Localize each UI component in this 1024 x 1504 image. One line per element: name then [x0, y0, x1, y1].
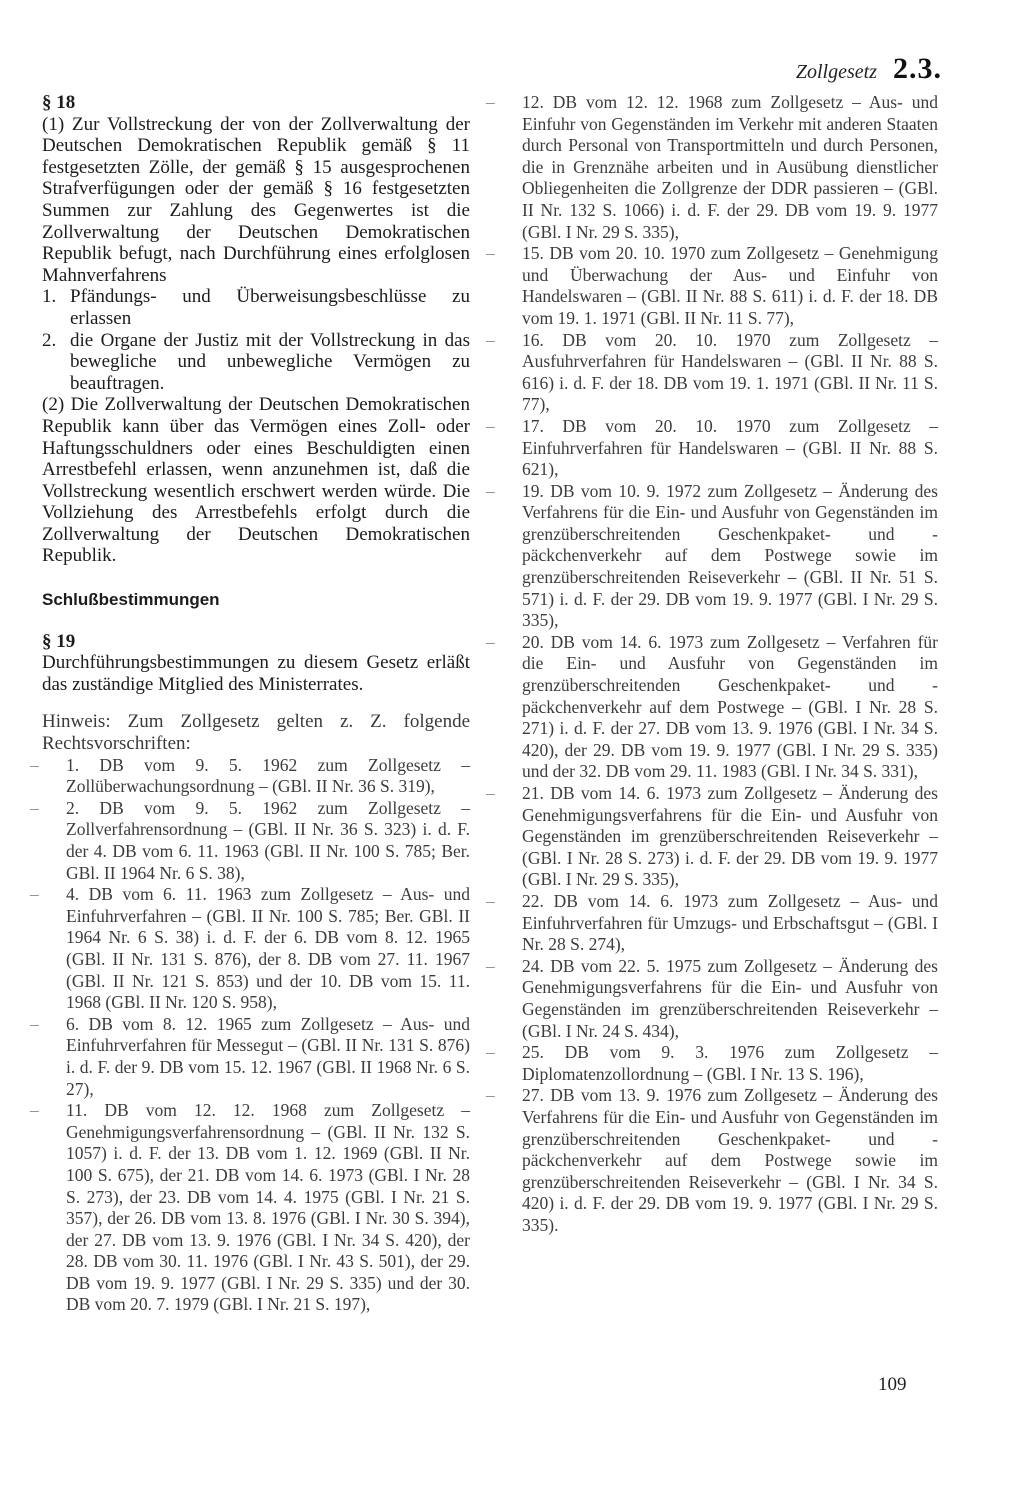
regulation-entry: – 16. DB vom 20. 10. 1970 zum Zollgesetz – Ausfuhrverfahren für Handelswaren – (GBl. II Nr. 88 S. 616) i. d. F. der 18. DB vom 19. 1. 1971 (GBl. II Nr. 11 S. 77),: [522, 330, 938, 416]
hinweis-note: Hinweis: Zum Zollgesetz gelten z. Z. folgende Rechtsvorschriften:: [42, 711, 470, 755]
regulation-entry: – 24. DB vom 22. 5. 1975 zum Zollgesetz – Änderung des Genehmigungsverfahrens für die Ein- und Ausfuhr von Gegenständen im grenzüberschreitenden Reiseverkehr – (GBl. I Nr. 24 S. 434),: [522, 956, 938, 1042]
list-item-text: Pfändungs- und Überweisungsbeschlüsse zu erlassen: [70, 286, 470, 329]
list-item: [42, 286, 470, 329]
regulation-list-right: [522, 92, 938, 1236]
paragraph-19-text: Durchführungsbestimmungen zu diesem Gesetz erläßt das zuständige Mitglied des Ministerrates.: [42, 652, 470, 695]
regulation-entry: – 17. DB vom 20. 10. 1970 zum Zollgesetz – Einfuhrverfahren für Handelswaren – (GBl. II Nr. 88 S. 621),: [522, 416, 938, 481]
regulation-entry: – 11. DB vom 12. 12. 1968 zum Zollgesetz – Genehmigungsverfahrensordnung – (GBl. II Nr. 132 S. 1057) i. d. F. der 13. DB vom 1. 12. 1969 (GBl. II Nr. 100 S. 675), der 21. DB vom 14. 6. 1973 (GBl. I Nr. 28 S. 273), der 23. DB vom 14. 4. 1975 (GBl. I Nr. 21 S. 357), der 26. DB vom 13. 8. 1976 (GBl. I Nr. 30 S. 394), der 27. DB vom 13. 9. 1976 (GBl. I Nr. 34 S. 420), der 28. DB vom 30. 11. 1976 (GBl. I Nr. 43 S. 501), der 29. DB vom 19. 9. 1977 (GBl. I Nr. 29 S. 335) und der 30. DB vom 20. 7. 1979 (GBl. I Nr. 21 S. 197),: [66, 1100, 470, 1316]
regulation-list-left: [66, 755, 470, 1316]
regulation-entry: – 4. DB vom 6. 11. 1963 zum Zollgesetz – Aus- und Einfuhrverfahren – (GBl. II Nr. 100 S. 785; Ber. GBl. II 1964 Nr. 6 S. 38) i. d. F. der 6. DB vom 8. 12. 1965 (GBl. II Nr. 131 S. 876), der 8. DB vom 27. 11. 1967 (GBl. II Nr. 121 S. 853) und der 10. DB vom 15. 11. 1968 (GBl. II Nr. 120 S. 958),: [66, 884, 470, 1014]
regulation-entry: – 2. DB vom 9. 5. 1962 zum Zollgesetz – Zollverfahrensordnung – (GBl. II Nr. 36 S. 323) i. d. F. der 4. DB vom 6. 11. 1963 (GBl. II Nr. 100 S. 785; Ber. GBl. II 1964 Nr. 6 S. 38),: [66, 798, 470, 884]
right-column: [500, 92, 938, 1236]
regulation-entry: – 6. DB vom 8. 12. 1965 zum Zollgesetz – Aus- und Einfuhrverfahren für Messegut – (GBl. II Nr. 131 S. 876) i. d. F. der 9. DB vom 15. 12. 1967 (GBl. II 1968 Nr. 6 S. 27),: [66, 1014, 470, 1100]
section-title: Schlußbestimmungen: [42, 590, 220, 610]
regulation-entry: – 22. DB vom 14. 6. 1973 zum Zollgesetz – Aus- und Einfuhrverfahren für Umzugs- und Erbschaftsgut – (GBl. I Nr. 28 S. 274),: [522, 891, 938, 956]
list-item-number: 1.: [42, 286, 57, 308]
regulation-entry: – 12. DB vom 12. 12. 1968 zum Zollgesetz – Aus- und Einfuhr von Gegenständen im Verkehr mit anderen Staaten durch Personal von Transportmitteln und durch Personen, die in Grenznähe arbeiten und in Ausübung dienstlicher Obliegenheiten die Zollgrenze der DDR passieren – (GBl. II Nr. 132 S. 1066) i. d. F. der 29. DB vom 19. 9. 1977 (GBl. I Nr. 29 S. 335),: [522, 92, 938, 243]
paragraph-18-list: [42, 286, 470, 394]
regulation-entry: – 1. DB vom 9. 5. 1962 zum Zollgesetz – Zollüberwachungsordnung – (GBl. II Nr. 36 S. 319),: [66, 755, 470, 798]
header-law-title: Zollgesetz: [795, 61, 877, 83]
header-section-number: 2.3.: [893, 52, 942, 85]
regulation-entry: – 15. DB vom 20. 10. 1970 zum Zollgesetz – Genehmigung und Überwachung der Aus- und Einfuhr von Handelswaren – (GBl. II Nr. 88 S. 611) i. d. F. der 18. DB vom 19. 1. 1971 (GBl. II Nr. 11 S. 77),: [522, 243, 938, 329]
running-header: [796, 52, 942, 86]
left-column: [42, 92, 470, 1316]
paragraph-19-heading: § 19: [42, 630, 76, 652]
paragraph-18-subsection-1: (1) Zur Vollstreckung der von der Zollverwaltung der Deutschen Demokratischen Republik gemäß § 11 festgesetzten Zölle, der gemäß § 15 ausgesprochenen Strafverfügungen oder der gemäß § 16 festgesetzten Summen zur Zahlung des Gegenwertes ist die Zollverwaltung der Deutschen Demokratischen Republik befugt, nach Durchführung eines erfolglosen Mahnverfahrens: [42, 113, 470, 286]
paragraph-18-heading: § 18: [42, 92, 76, 113]
regulation-entry: – 27. DB vom 13. 9. 1976 zum Zollgesetz – Änderung des Verfahrens für die Ein- und Ausfuhr von Gegenständen im grenzüberschreitenden Geschenkpaket- und -päckchenverkehr auf dem Postwege sowie im grenzüberschreitenden Reiseverkehr – (GBl. I Nr. 34 S. 420) i. d. F. der 29. DB vom 19. 9. 1977 (GBl. I Nr. 29 S. 335).: [522, 1085, 938, 1236]
list-item: [42, 330, 470, 395]
regulation-entry: – 20. DB vom 14. 6. 1973 zum Zollgesetz – Verfahren für die Ein- und Ausfuhr von Gegenständen im grenzüberschreitenden Geschenkpaket- und -päckchenverkehr auf dem Postwege – (GBl. I Nr. 28 S. 271) i. d. F. der 27. DB vom 13. 9. 1976 (GBl. I Nr. 34 S. 420), der 29. DB vom 19. 9. 1977 (GBl. I Nr. 29 S. 335) und der 32. DB vom 29. 11. 1983 (GBl. I Nr. 34 S. 331),: [522, 632, 938, 783]
paragraph-18-subsection-2: (2) Die Zollverwaltung der Deutschen Demokratischen Republik kann über das Vermögen eines Zoll- oder Haftungsschuldners oder eines Beschuldigten einen Arrestbefehl erlassen, wenn anzunehmen ist, daß die Vollstreckung wesentlich erschwert werden würde. Die Vollziehung des Arrestbefehls erfolgt durch die Zollverwaltung der Deutschen Demokratischen Republik.: [42, 394, 470, 567]
page-number: 109: [878, 1374, 907, 1395]
list-item-number: 2.: [42, 329, 57, 351]
regulation-entry: – 19. DB vom 10. 9. 1972 zum Zollgesetz – Änderung des Verfahrens für die Ein- und Ausfuhr von Gegenständen im grenzüberschreitenden Geschenkpaket- und -päckchenverkehr auf dem Postwege sowie im grenzüberschreitenden Reiseverkehr – (GBl. II Nr. 51 S. 571) i. d. F. der 29. DB vom 19. 9. 1977 (GBl. I Nr. 29 S. 335),: [522, 481, 938, 632]
regulation-entry: – 25. DB vom 9. 3. 1976 zum Zollgesetz – Diplomatenzollordnung – (GBl. I Nr. 13 S. 196),: [522, 1042, 938, 1085]
list-item-text: die Organe der Justiz mit der Vollstreckung in das bewegliche und unbewegliche Vermögen zu beauftragen.: [70, 329, 470, 394]
regulation-entry: – 21. DB vom 14. 6. 1973 zum Zollgesetz – Änderung des Genehmigungsverfahrens für die Ein- und Ausfuhr von Gegenständen im grenzüberschreitenden Reiseverkehr – (GBl. I Nr. 28 S. 273) i. d. F. der 29. DB vom 19. 9. 1977 (GBl. I Nr. 29 S. 335),: [522, 783, 938, 891]
